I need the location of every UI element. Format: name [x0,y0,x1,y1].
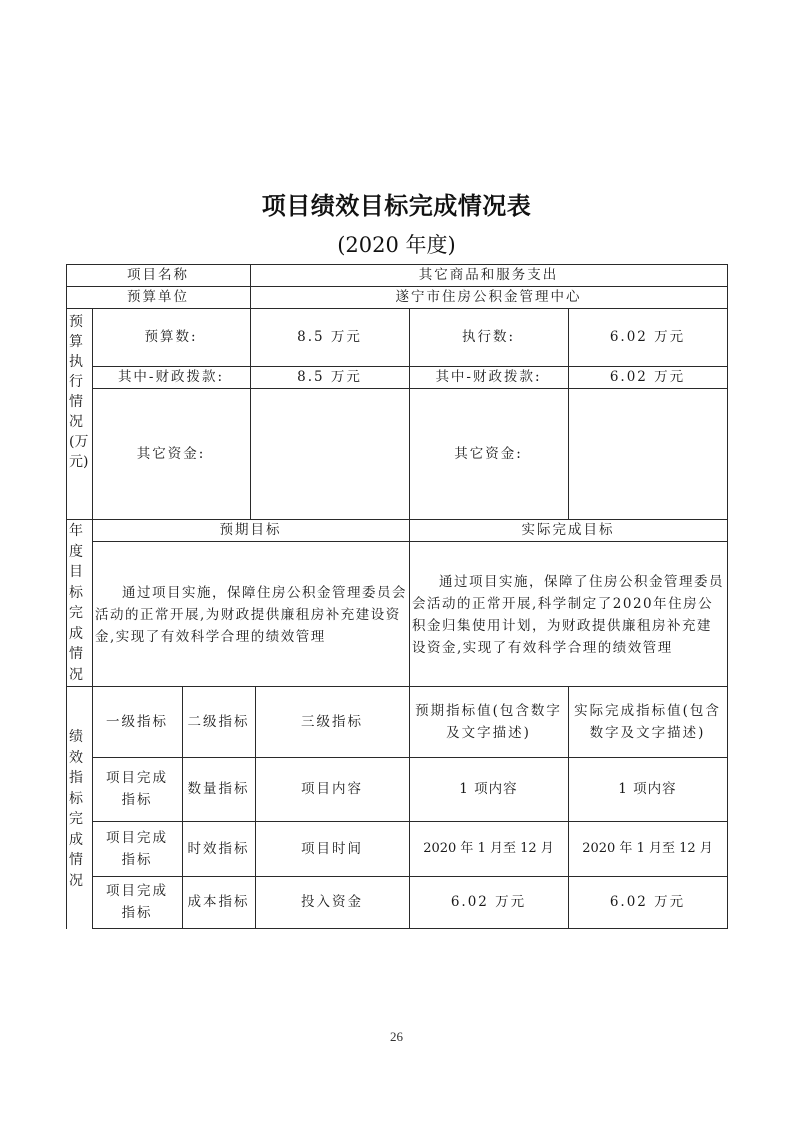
row1-level1: 项目完成指标 [106,770,168,808]
execution-fiscal-label: 其中-财政拨款: [435,369,542,385]
table-rule [92,541,728,542]
budget-section-label: 预算执行情况(万元) [69,314,89,470]
expected-goal-text: 通过项目实施，保障住房公积金管理委员会活动的正常开展,为财政提供廉租房补充建设资金,实现了有效科学合理的绩效管理 [95,585,407,645]
table-border-bottom [92,928,728,929]
row2-expected: 2020 年 1 月至 12 月 [423,840,554,856]
row2-level3: 项目时间 [301,840,363,857]
project-name-value: 其它商品和服务支出 [418,267,559,283]
header-actual-value: 实际完成指标值(包含数字及文字描述) [574,702,721,741]
budget-fiscal-label: 其中-财政拨款: [117,369,225,385]
row1-actual: 1 项内容 [618,781,677,797]
expected-goal-header: 预期目标 [219,522,282,538]
page-number: 26 [390,1029,403,1044]
row3-expected: 6.02 万元 [450,894,527,910]
budget-unit-value: 遂宁市住房公积金管理中心 [395,289,582,305]
budget-fiscal-value: 8.5 万元 [297,369,362,385]
row1-level3: 项目内容 [301,781,363,797]
table-border-left [66,264,67,929]
row3-level3: 投入资金 [301,894,363,910]
annual-goal-section-label: 年度目标完成情况 [69,523,83,683]
document-subtitle: (2020 年度) [337,233,456,257]
header-expected-value: 预期指标值(包含数字及文字描述) [415,702,562,741]
budget-amount-value: 8.5 万元 [297,329,362,345]
budget-amount-label: 预算数: [144,329,198,345]
header-level1: 一级指标 [106,713,168,730]
row2-actual: 2020 年 1 月至 12 月 [582,840,713,856]
row3-actual: 6.02 万元 [609,894,686,910]
header-level2: 二级指标 [187,713,250,730]
actual-goal-header: 实际完成目标 [521,522,615,538]
execution-amount-value: 6.02 万元 [609,329,686,345]
row1-expected: 1 项内容 [459,781,518,797]
budget-other-funds-label: 其它资金: [136,445,206,462]
header-level3: 三级指标 [301,713,363,730]
execution-other-funds-label: 其它资金: [454,445,523,462]
actual-goal-text: 通过项目实施，保障了住房公积金管理委员会活动的正常开展,科学制定了2020年住房公积金归集使用计划，为财政提供廉租房补充建设资金,实现了有效科学合理的绩效管理 [412,574,724,656]
row3-level2: 成本指标 [187,894,250,910]
budget-unit-label: 预算单位 [127,289,189,305]
document-title: 项目绩效目标完成情况表 [261,192,532,220]
project-name-label: 项目名称 [127,267,189,283]
execution-fiscal-value: 6.02 万元 [609,369,686,385]
row3-level1: 项目完成指标 [106,883,168,921]
execution-other-funds-value [568,388,727,519]
row1-level2: 数量指标 [187,781,250,797]
execution-amount-label: 执行数: [461,329,516,345]
row2-level2: 时效指标 [187,840,250,857]
table-border-right [727,264,728,929]
performance-section-label: 绩效指标完成情况 [69,729,83,889]
budget-other-funds-value [250,388,409,519]
row2-level1: 项目完成指标 [106,829,168,868]
